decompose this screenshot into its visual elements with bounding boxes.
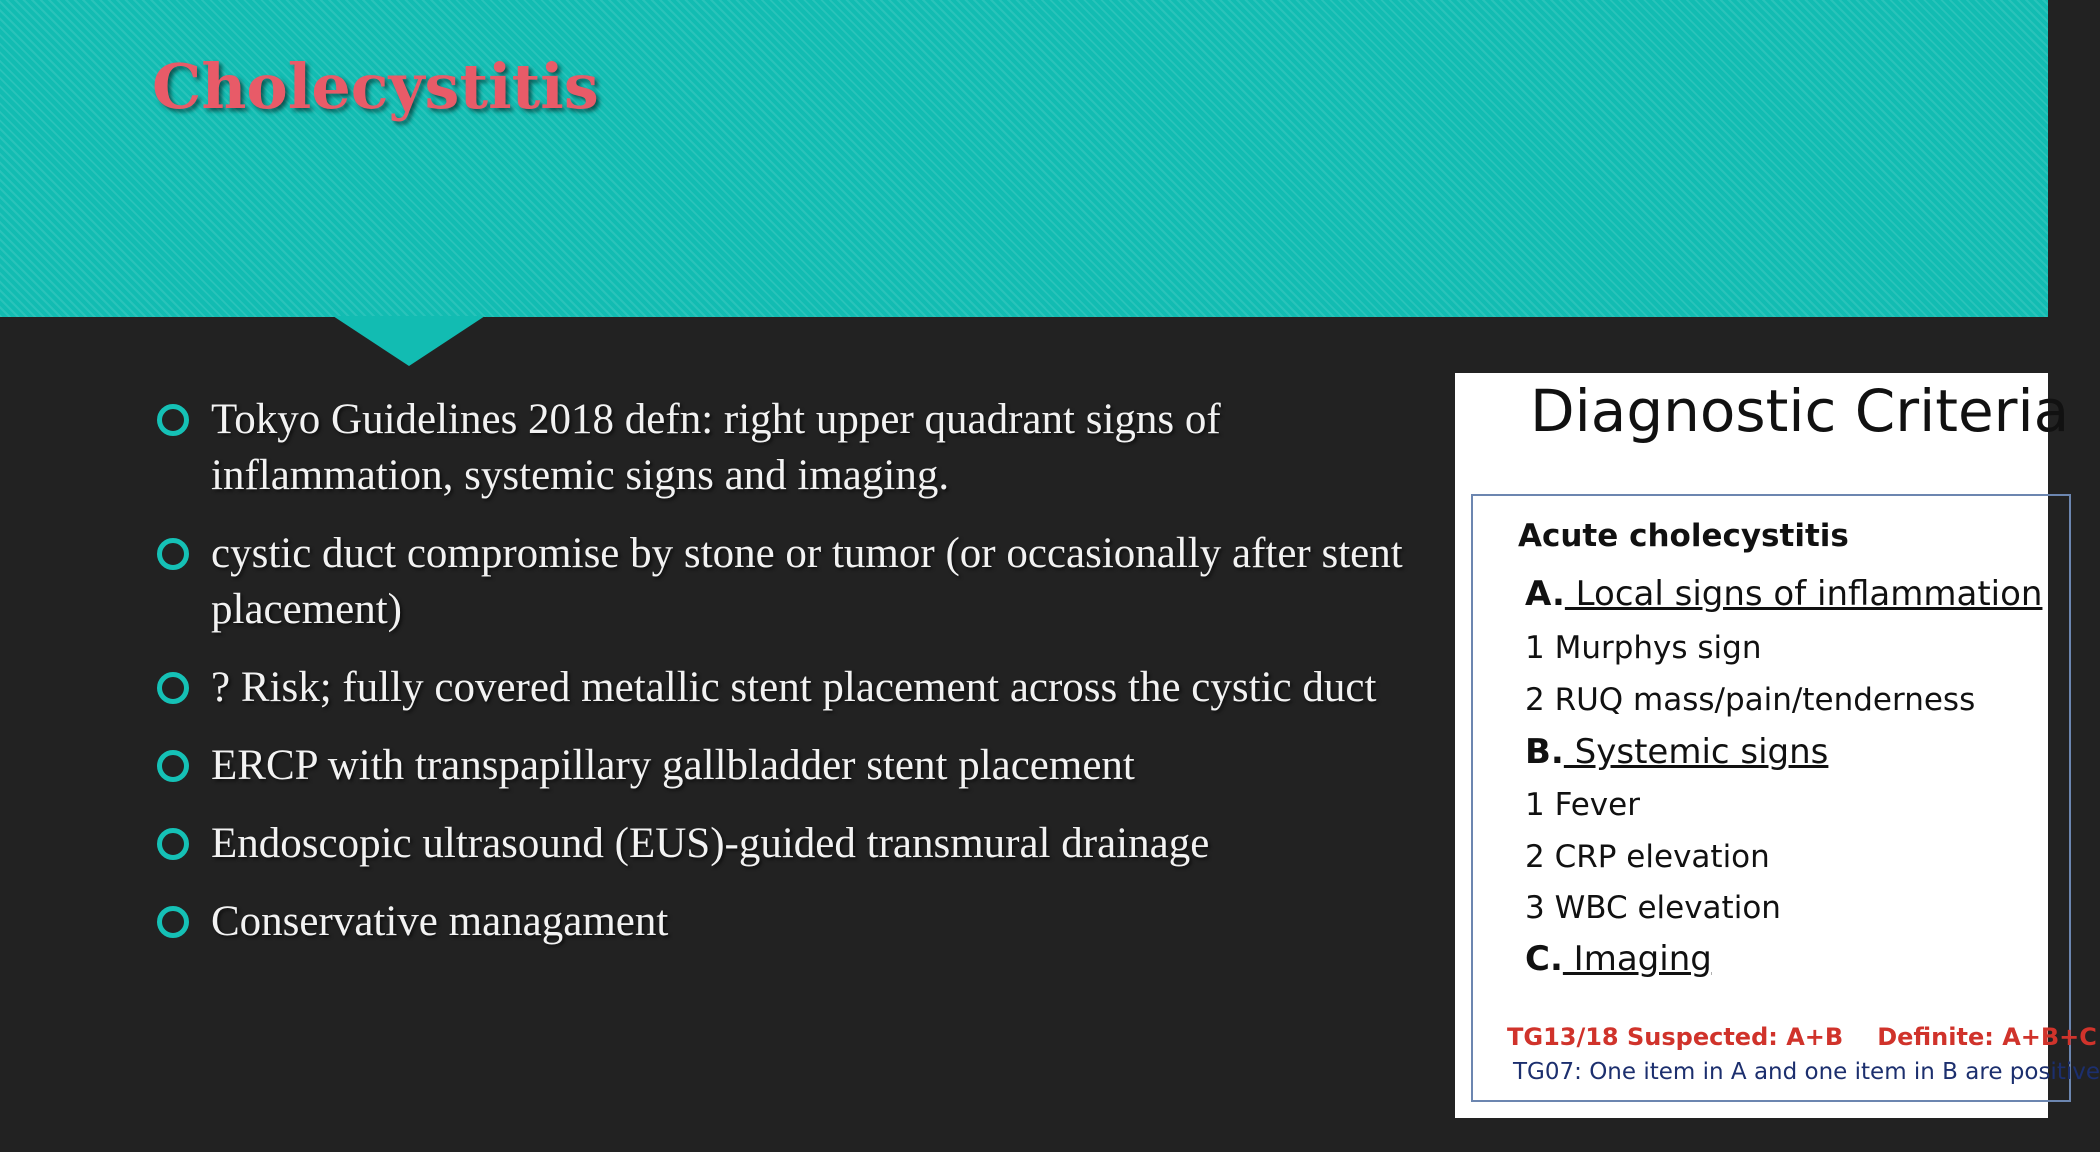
section-label: Imaging	[1562, 939, 1712, 979]
section-letter: B.	[1525, 732, 1564, 772]
criteria-item: 1 Fever	[1525, 787, 1640, 823]
bullet-item	[152, 660, 1452, 716]
criteria-item: 1 Murphys sign	[1525, 630, 1762, 666]
bullet-text: ? Risk; fully covered metallic stent placement across the cystic duct	[211, 664, 1377, 711]
circle-bullet-icon	[157, 404, 189, 436]
bullet-text: Conservative managament	[211, 898, 669, 945]
criteria-box	[1471, 494, 2100, 1102]
circle-bullet-icon	[157, 750, 189, 782]
section-letter: A.	[1525, 574, 1565, 614]
circle-bullet-icon	[157, 538, 189, 570]
tg07-line: TG07: One item in A and one item in B are positive	[1513, 1059, 2100, 1085]
header-band	[0, 0, 2048, 317]
bullet-list	[152, 392, 1452, 972]
section-letter: C.	[1525, 939, 1563, 979]
tg13-18-line	[1507, 1023, 2097, 1051]
tg-definite: Definite: A+B+C	[1877, 1023, 2097, 1051]
slide-title: Cholecystitis	[152, 50, 599, 123]
criteria-item: 3 WBC elevation	[1525, 890, 1781, 926]
criteria-item: 2 RUQ mass/pain/tenderness	[1525, 682, 1976, 718]
criteria-box-title: Acute cholecystitis	[1518, 518, 1849, 554]
circle-bullet-icon	[157, 906, 189, 938]
bullet-text: cystic duct compromise by stone or tumor (or occasionally after stent placement)	[211, 530, 1403, 633]
bullet-text: Endoscopic ultrasound (EUS)-guided transmural drainage	[211, 820, 1210, 867]
criteria-heading: Diagnostic Criteria	[1530, 377, 2070, 445]
diagnostic-criteria-image	[1455, 373, 2100, 1118]
criteria-section-a	[1525, 574, 2042, 614]
circle-bullet-icon	[157, 828, 189, 860]
bullet-item	[152, 526, 1452, 638]
bullet-item	[152, 894, 1452, 950]
bullet-item	[152, 738, 1452, 794]
bullet-text: Tokyo Guidelines 2018 defn: right upper quadrant signs of inflammation, systemic signs and imaging.	[211, 396, 1221, 499]
circle-bullet-icon	[157, 672, 189, 704]
bullet-item	[152, 816, 1452, 872]
criteria-section-b	[1525, 732, 1828, 772]
bullet-text: ERCP with transpapillary gallbladder stent placement	[211, 742, 1135, 789]
bullet-item	[152, 392, 1452, 504]
header-notch	[333, 316, 485, 366]
section-label: Systemic signs	[1563, 732, 1829, 772]
criteria-section-c	[1525, 939, 1712, 979]
tg-suspected: TG13/18 Suspected: A+B	[1507, 1023, 1844, 1051]
criteria-item: 2 CRP elevation	[1525, 839, 1770, 875]
section-label: Local signs of inflammation	[1564, 574, 2043, 614]
